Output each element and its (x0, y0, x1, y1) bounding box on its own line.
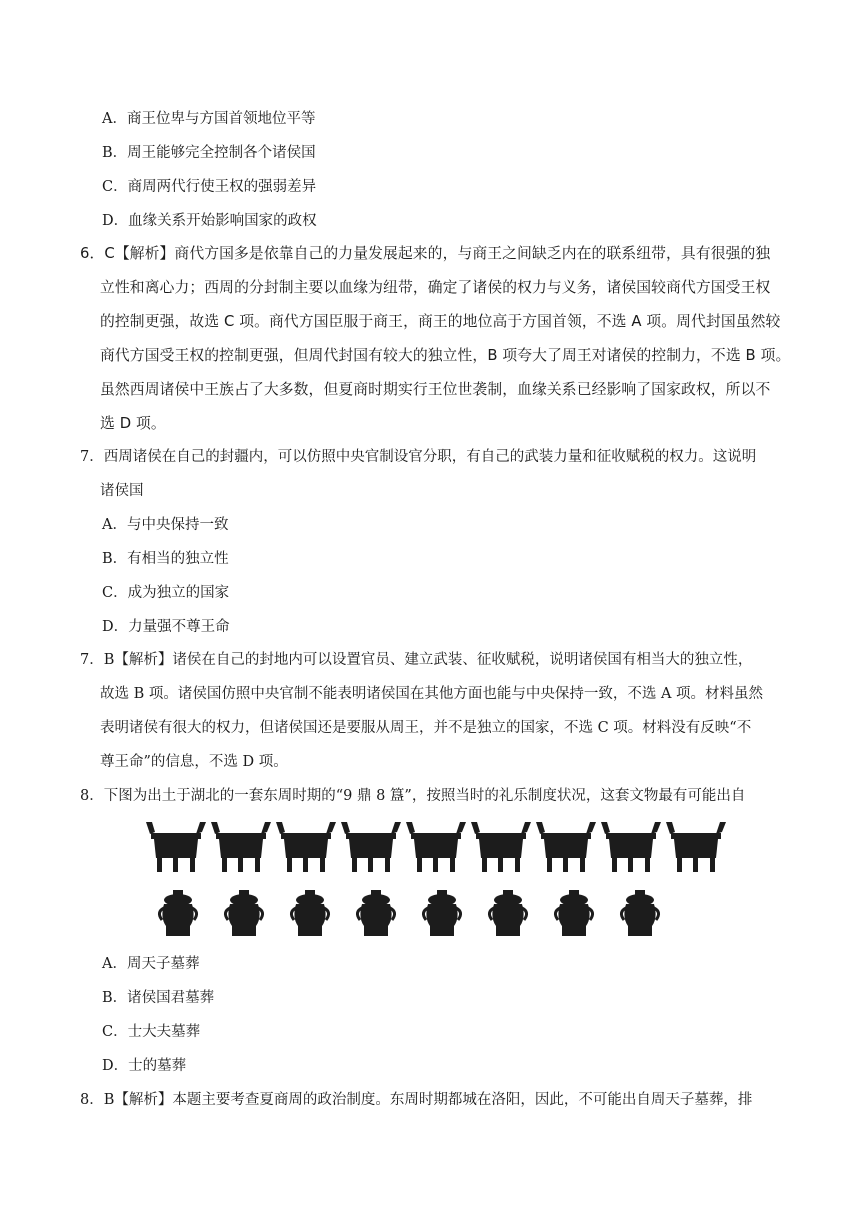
q5-option-d: D．血缘关系开始影响国家的政权 (102, 213, 317, 229)
q7-option-a: A．与中央保持一致 (102, 517, 229, 533)
question-8-line-1: 8．下图为出土于湖北的一套东周时期的“9 鼎 8 簋”，按照当时的礼乐制度状况，这套文物最有可能出自 (80, 788, 746, 804)
question-7-line-2: 诸侯国 (100, 483, 144, 499)
gui-vessel-icon (621, 890, 658, 936)
ding-vessel-icon (601, 822, 661, 872)
answer-8-line-1: 8．B【解析】本题主要考查夏商周的政治制度。东周时期都城在洛阳，因此，不可能出自周天子墓葬，排 (80, 1092, 753, 1108)
ding-vessel-icon (211, 822, 271, 872)
gui-vessel-icon (291, 890, 328, 936)
q7-option-b: B．有相当的独立性 (102, 551, 229, 567)
ding-vessel-icon (536, 822, 596, 872)
answer-6-line-2: 立性和离心力；西周的分封制主要以血缘为纽带，确定了诸侯的权力与义务，诸侯国较商代方国受王权 (100, 279, 771, 296)
answer-6-line-5: 虽然西周诸侯中王族占了大多数，但夏商时期实行王位世袭制，血缘关系已经影响了国家政权，所以不 (100, 381, 771, 398)
answer-6-line-3: 的控制更强，故选 C 项。商代方国臣服于商王，商王的地位高于方国首领，不选 A 项。周代封国虽然较 (100, 313, 781, 330)
q7-option-d: D．力量强不尊王命 (102, 619, 230, 635)
gui-vessel-icon (555, 890, 592, 936)
ding-vessel-icon (471, 822, 531, 872)
gui-vessel-icon (357, 890, 394, 936)
q8-option-b: B．诸侯国君墓葬 (102, 990, 215, 1006)
q5-option-a: A．商王位卑与方国首领地位平等 (102, 111, 316, 127)
ding-vessel-icon (341, 822, 401, 872)
ding-gui-illustration (140, 820, 730, 940)
ding-vessel-icon (146, 822, 206, 872)
bronze-vessels-figure (140, 820, 730, 940)
q5-option-c: C．商周两代行使王权的强弱差异 (102, 179, 317, 195)
ding-vessel-icon (406, 822, 466, 872)
q5-option-b: B．周王能够完全控制各个诸侯国 (102, 145, 316, 161)
question-7-line-1: 7．西周诸侯在自己的封疆内，可以仿照中央官制设官分职，有自己的武装力量和征收赋税的权力。这说明 (80, 449, 757, 465)
q8-option-c: C．士大夫墓葬 (102, 1024, 201, 1040)
gui-vessel-icon (159, 890, 196, 936)
answer-7-line-4: 尊王命”的信息，不选 D 项。 (100, 754, 288, 770)
answer-7-line-2: 故选 B 项。诸侯国仿照中央官制不能表明诸侯国在其他方面也能与中央保持一致，不选 A 项。材料虽然 (100, 686, 764, 702)
ding-vessel-icon (666, 822, 726, 872)
answer-7-line-1: 7．B【解析】诸侯在自己的封地内可以设置官员、建立武装、征收赋税，说明诸侯国有相当大的独立性， (80, 652, 753, 668)
q8-option-d: D．士的墓葬 (102, 1058, 187, 1074)
gui-vessel-icon (423, 890, 460, 936)
q7-option-c: C．成为独立的国家 (102, 585, 230, 601)
gui-vessel-icon (489, 890, 526, 936)
answer-6-line-4: 商代方国受王权的控制更强，但周代封国有较大的独立性，B 项夸大了周王对诸侯的控制力，不选 B 项。 (100, 347, 791, 364)
answer-6-line-1: 6．C【解析】商代方国多是依靠自己的力量发展起来的，与商王之间缺乏内在的联系纽带，具有很强的独 (80, 245, 771, 262)
answer-7-line-3: 表明诸侯有很大的权力，但诸侯国还是要服从周王，并不是独立的国家，不选 C 项。材料没有反映“不 (100, 720, 752, 736)
ding-vessel-icon (276, 822, 336, 872)
answer-6-line-6: 选 D 项。 (100, 415, 166, 432)
q8-option-a: A．周天子墓葬 (102, 956, 200, 972)
gui-vessel-icon (225, 890, 262, 936)
